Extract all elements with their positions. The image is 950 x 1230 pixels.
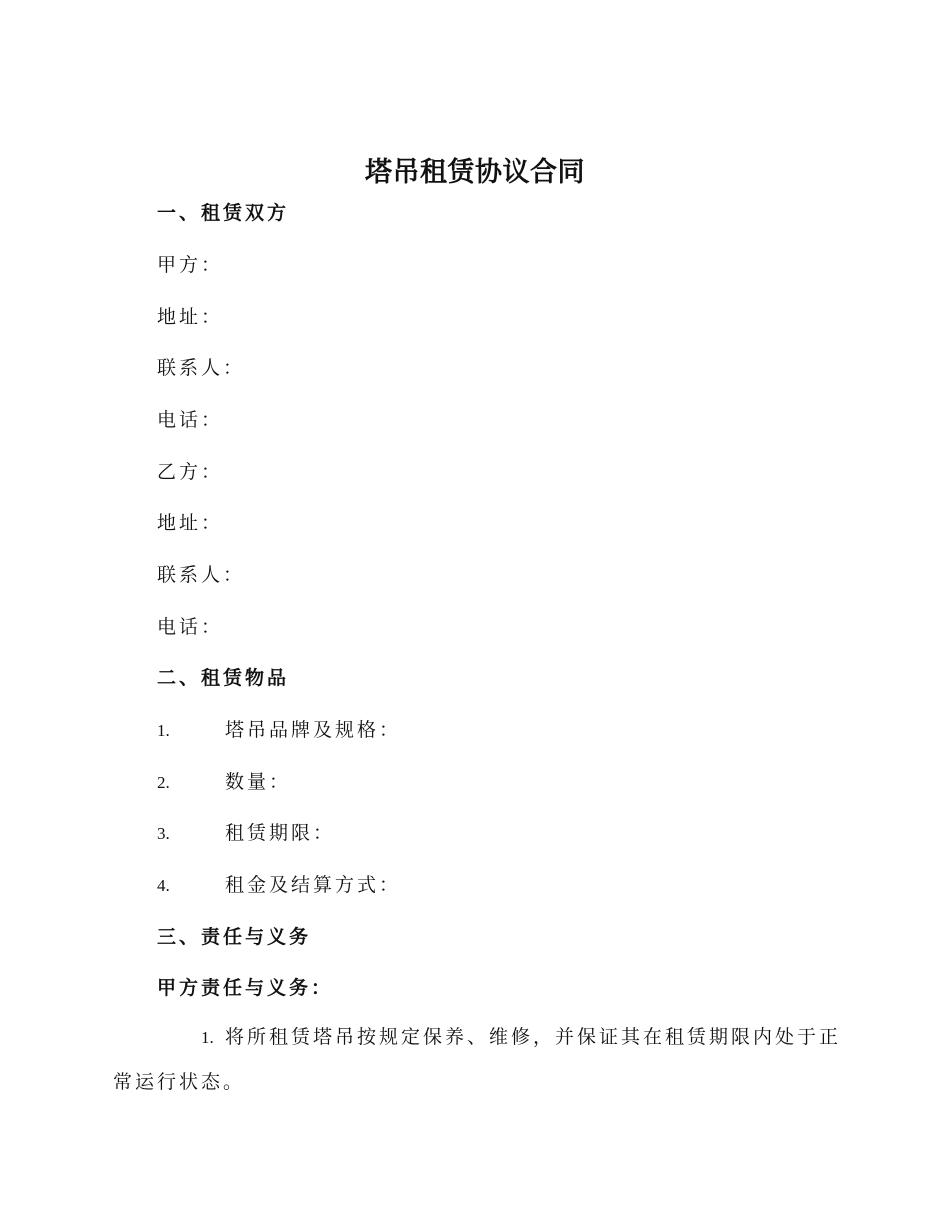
list-item [157,715,401,742]
party-a-contact-label: 联系人： [157,357,246,379]
list-item-text: 租赁期限： [225,822,336,844]
list-item-text: 数量： [225,771,292,793]
list-item [157,818,335,845]
list-item-number: 1. [157,721,170,740]
section-heading-duties: 三、责任与义务 [157,926,312,948]
party-b-address-label: 地址： [157,512,224,534]
document-title: 塔吊租赁协议合同 [365,157,585,188]
party-a-duties-heading: 甲方责任与义务： [157,977,334,999]
duty-paragraph [113,1015,843,1104]
duty-paragraph-text: 将所租赁塔吊按规定保养、维修，并保证其在租赁期限内处于正常运行状态。 [113,1026,842,1093]
section-heading-parties: 一、租赁双方 [157,202,290,224]
duty-paragraph-number: 1. [201,1028,214,1047]
list-item [157,767,291,794]
party-a-address-label: 地址： [157,306,224,328]
list-item-number: 3. [157,824,170,843]
party-b-contact-label: 联系人： [157,564,246,586]
list-item [157,870,401,897]
party-b-phone-label: 电话： [157,616,224,638]
list-item-text: 租金及结算方式： [225,874,402,896]
list-item-number: 2. [157,773,170,792]
party-a-label: 甲方： [157,254,224,276]
party-a-phone-label: 电话： [157,409,224,431]
list-item-number: 4. [157,876,170,895]
section-heading-items: 二、租赁物品 [157,667,290,689]
list-item-text: 塔吊品牌及规格： [225,719,402,741]
party-b-label: 乙方： [157,461,224,483]
